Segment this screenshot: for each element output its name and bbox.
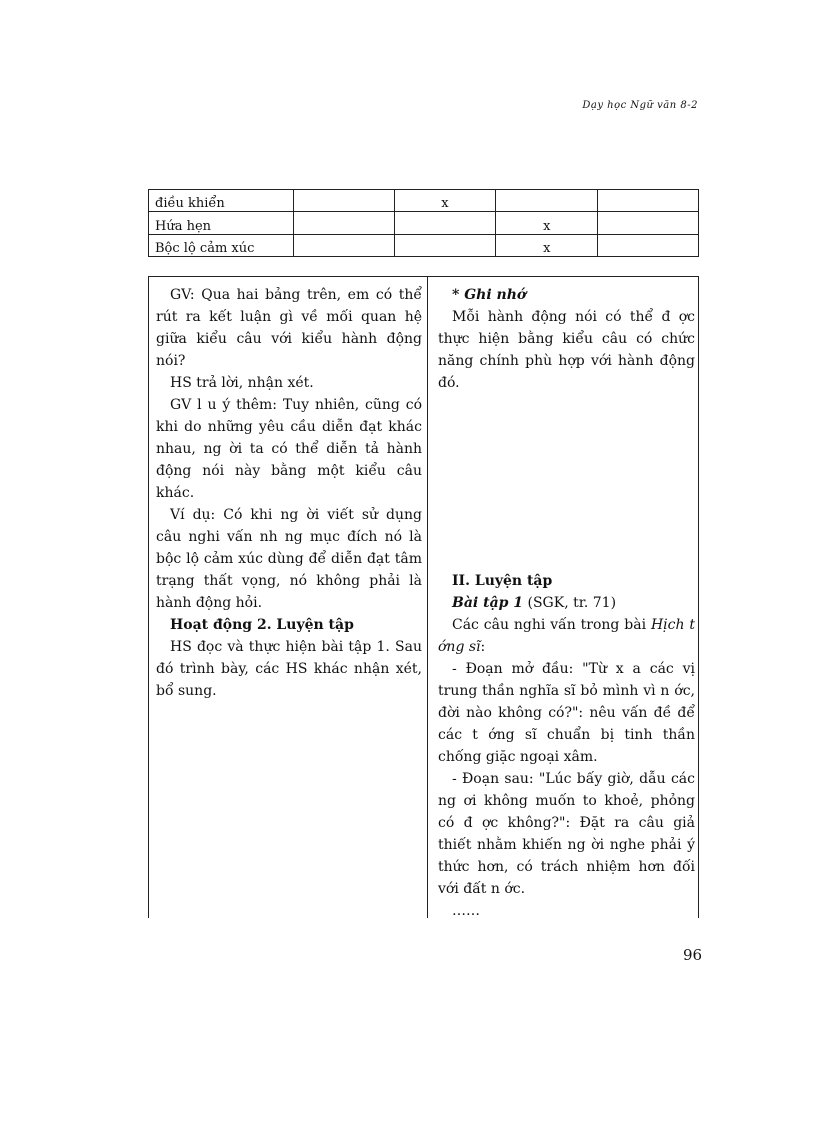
left-column <box>156 284 422 702</box>
exercise-line <box>438 592 695 614</box>
table-cell <box>598 190 699 212</box>
intro-text: Các câu nghi vấn trong bài <box>452 617 651 633</box>
column-divider <box>427 277 428 918</box>
table-cell: x <box>394 190 496 212</box>
lesson-table <box>148 276 699 918</box>
right-column <box>438 284 695 922</box>
activity-heading: Hoạt động 2. Luyện tập <box>170 617 354 633</box>
table-cell <box>598 212 699 234</box>
list-item: - Đoạn sau: "Lúc bấy giờ, dẫu các ng ơi không muốn to khoẻ, phỏng có đ ợc không?": Đặt ra câu giả thiết nhằm khiến ng ời nghe phải ý thức hơn, có trách nhiệm hơn đối với đất n ớc. <box>438 771 695 897</box>
page-number: 96 <box>683 946 703 964</box>
row-label: Hứa hẹn <box>149 212 294 234</box>
teacher-note: GV l u ý thêm: Tuy nhiên, cũng có khi do những yêu cầu diễn đạt khác nhau, ng ời ta có thể diễn tả hành động nói này bằng một kiểu câu khác. <box>156 397 422 501</box>
row-label: điều khiển <box>149 190 294 212</box>
top-table <box>148 189 699 257</box>
ghi-nho-heading: * Ghi nhớ <box>452 287 527 303</box>
table-row <box>149 190 699 212</box>
teacher-question: GV: Qua hai bảng trên, em có thể rút ra kết luận gì về mối quan hệ giữa kiểu câu với kiểu hành động nói? <box>156 287 422 369</box>
row-label: Bộc lộ cảm xúc <box>149 234 294 256</box>
table-cell: x <box>496 212 598 234</box>
table-cell <box>496 190 598 212</box>
student-response: HS trả lời, nhận xét. <box>170 375 314 391</box>
table-row <box>149 212 699 234</box>
ellipsis: …… <box>452 903 480 919</box>
table-row <box>149 234 699 256</box>
intro-line <box>438 614 695 658</box>
table-cell <box>394 234 496 256</box>
table-cell: x <box>496 234 598 256</box>
exercise-ref: (SGK, tr. 71) <box>523 595 617 611</box>
activity-text: HS đọc và thực hiện bài tập 1. Sau đó trình bày, các HS khác nhận xét, bổ sung. <box>156 639 422 699</box>
table-cell <box>394 212 496 234</box>
page-header: Dạy học Ngữ văn 8-2 <box>582 100 698 111</box>
table-cell <box>598 234 699 256</box>
table-cell <box>293 190 394 212</box>
example-text: Ví dụ: Có khi ng ời viết sử dụng câu nghi vấn nh ng mục đích nó là bộc lộ cảm xúc dùng để diễn đạt tâm trạng thất vọng, nó không phải là hành động hỏi. <box>156 507 422 611</box>
section-heading: II. Luyện tập <box>452 573 553 589</box>
ghi-nho-text: Mỗi hành động nói có thể đ ợc thực hiện bằng kiểu câu có chức năng chính phù hợp với hành động đó. <box>438 309 695 391</box>
table-cell <box>293 212 394 234</box>
table-cell <box>293 234 394 256</box>
list-item: - Đoạn mở đầu: "Từ x a các vị trung thần nghĩa sĩ bỏ mình vì n ớc, đời nào không có?": nêu vấn đề để các t ớng sĩ chuẩn bị tinh thần chống giặc ngoại xâm. <box>438 661 695 765</box>
intro-colon: : <box>480 639 486 655</box>
intro-title: Hịch t ớng sĩ <box>438 617 695 655</box>
exercise-heading: Bài tập 1 <box>452 595 524 611</box>
